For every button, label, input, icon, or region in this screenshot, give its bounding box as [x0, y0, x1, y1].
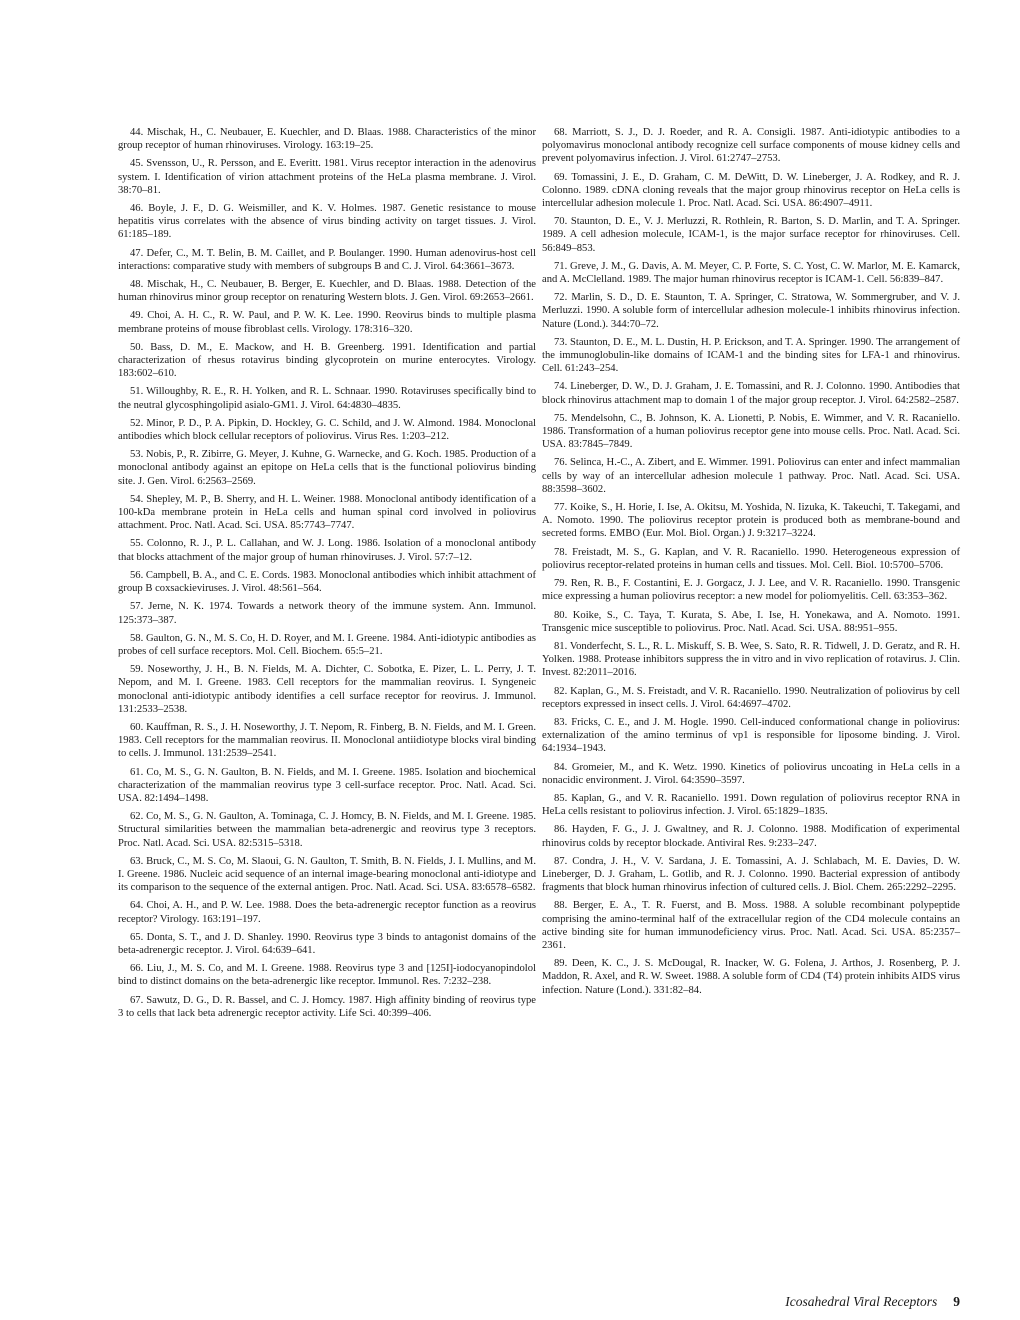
reference-entry: 53. Nobis, P., R. Zibirre, G. Meyer, J. Kuhne, G. Warnecke, and G. Koch. 1985. Production of a monoclonal antibody against an epitope on HeLa cells that is the functional poliovirus binding site. J. Gen. Virol. 6:2563–2569. — [118, 449, 536, 487]
reference-entry: 89. Deen, K. C., J. S. McDougal, R. Inacker, W. G. Folena, J. Arthos, J. Rosenberg, P. J. Maddon, R. Axel, and R. W. Sweet. 1988. A soluble form of CD4 (T4) protein inhibits AIDS virus infection. Nature (Lond.). 331:82–84. — [542, 958, 960, 996]
references-column-right — [542, 126, 960, 1002]
reference-entry: 44. Mischak, H., C. Neubauer, E. Kuechler, and D. Blaas. 1988. Characteristics of the minor group receptor of human rhinoviruses. Virology. 163:19–25. — [118, 127, 536, 152]
reference-entry: 60. Kauffman, R. S., J. H. Noseworthy, J. T. Nepom, R. Finberg, B. N. Fields, and M. I. Green. 1983. Cell receptors for the mammalian reovirus. II. Monoclonal antiidiotype blocks viral binding to cells. J. Immunol. 131:2539–2541. — [118, 721, 536, 760]
reference-entry: 76. Selinca, H.-C., A. Zibert, and E. Wimmer. 1991. Poliovirus can enter and infect mammalian cells by way of an intercellular adhesion molecule 1 pathway. Proc. Natl. Acad. Sci. USA. 88:3598–3602. — [542, 457, 960, 495]
reference-entry: 81. Vonderfecht, S. L., R. L. Miskuff, S. B. Wee, S. Sato, R. R. Tidwell, J. D. Geratz, and R. H. Yolken. 1988. Protease inhibitors suppress the in vitro and in vivo replication of rotavirus. J. Clin. Invest. 82:2011–2016. — [542, 640, 960, 679]
reference-entry: 70. Staunton, D. E., V. J. Merluzzi, R. Rothlein, R. Barton, S. D. Marlin, and T. A. Springer. 1989. A cell adhesion molecule, ICAM-1, is the major surface receptor for rhinoviruses. Cell. 56:849–853. — [542, 216, 960, 254]
reference-entry: 75. Mendelsohn, C., B. Johnson, K. A. Lionetti, P. Nobis, E. Wimmer, and V. R. Racaniello. 1986. Transformation of a human poliovirus receptor gene into mouse cells. Proc. Natl. Acad. Sci. USA. 83:7845–7849. — [542, 412, 960, 451]
reference-entry: 52. Minor, P. D., P. A. Pipkin, D. Hockley, G. C. Schild, and J. W. Almond. 1984. Monoclonal antibodies which block cellular receptors of poliovirus. Virus Res. 1:203–212. — [118, 417, 536, 443]
reference-entry: 64. Choi, A. H., and P. W. Lee. 1988. Does the beta-adrenergic receptor function as a reovirus receptor? Virology. 163:191–197. — [118, 900, 536, 925]
running-title: Icosahedral Viral Receptors — [785, 1294, 938, 1309]
reference-entry: 67. Sawutz, D. G., D. R. Bassel, and C. J. Homcy. 1987. High affinity binding of reovirus type 3 to cells that lack beta adrenergic receptor activity. Life Sci. 40:399–406. — [118, 994, 536, 1019]
reference-entry: 74. Lineberger, D. W., D. J. Graham, J. E. Tomassini, and R. J. Colonno. 1990. Antibodies that block rhinovirus attachment map to domain 1 of the major group receptor. J. Virol. 64:2582–2587. — [542, 381, 960, 406]
reference-entry: 86. Hayden, F. G., J. J. Gwaltney, and R. J. Colonno. 1988. Modification of experimental rhinovirus colds by receptor blockade. Antiviral Res. 9:233–247. — [542, 824, 960, 849]
reference-entry: 62. Co, M. S., G. N. Gaulton, A. Tominaga, C. J. Homcy, B. N. Fields, and M. I. Greene. 1985. Structural similarities between the mammalian beta-adrenergic and reovirus type 3 receptors. Proc. Natl. Acad. Sci. USA. 82:5315–5318. — [118, 811, 536, 849]
reference-entry: 58. Gaulton, G. N., M. S. Co, H. D. Royer, and M. I. Greene. 1984. Anti-idiotypic antibodies as probes of cell surface receptors. Mol. Cell. Biochem. 65:5–21. — [118, 632, 536, 657]
reference-entry: 55. Colonno, R. J., P. L. Callahan, and W. J. Long. 1986. Isolation of a monoclonal antibody that blocks attachment of the major group of human rhinoviruses. J. Virol. 57:7–12. — [118, 538, 536, 563]
reference-entry: 73. Staunton, D. E., M. L. Dustin, H. P. Erickson, and T. A. Springer. 1990. The arrangement of the immunoglobulin-like domains of ICAM-1 and the binding sites for LFA-1 and rhinovirus. Cell. 61:243–254. — [542, 336, 960, 375]
reference-entry: 56. Campbell, B. A., and C. E. Cords. 1983. Monoclonal antibodies which inhibit attachment of group B coxsackieviruses. J. Virol. 48:561–564. — [118, 569, 536, 595]
reference-entry: 63. Bruck, C., M. S. Co, M. Slaoui, G. N. Gaulton, T. Smith, B. N. Fields, J. I. Mullins, and M. I. Greene. 1986. Nucleic acid sequence of an internal image-bearing monoclonal anti-idiotype and its comparison to the sequence of the external antigen. Proc. Natl. Acad. Sci. USA. 83:6578–6582. — [118, 855, 536, 894]
reference-entry: 51. Willoughby, R. E., R. H. Yolken, and R. L. Schnaar. 1990. Rotaviruses specifically bind to the neutral glycosphingolipid asialo-GM1. J. Virol. 64:4830–4835. — [118, 386, 536, 411]
reference-entry: 54. Shepley, M. P., B. Sherry, and H. L. Weiner. 1988. Monoclonal antibody identification of a 100-kDa membrane protein in HeLa cells and human spinal cord involved in poliovirus attachment. Proc. Natl. Acad. Sci. USA. 85:7743–7747. — [118, 493, 536, 532]
reference-entry: 66. Liu, J., M. S. Co, and M. I. Greene. 1988. Reovirus type 3 and [125I]-iodocyanopindolol bind to distinct domains on the beta-adrenergic like receptor. Immunol. Res. 7:232–238. — [118, 963, 536, 988]
reference-entry: 84. Gromeier, M., and K. Wetz. 1990. Kinetics of poliovirus uncoating in HeLa cells in a nonacidic environment. J. Virol. 64:3590–3597. — [542, 761, 960, 786]
reference-entry: 68. Marriott, S. J., D. J. Roeder, and R. A. Consigli. 1987. Anti-idiotypic antibodies to a polyomavirus monoclonal antibody recognize cell surface components of mouse kidney cells and prevent polyomavirus infection. J. Virol. 61:2747–2753. — [542, 127, 960, 165]
reference-entry: 59. Noseworthy, J. H., B. N. Fields, M. A. Dichter, C. Sobotka, E. Pizer, L. L. Perry, J. T. Nepom, and M. I. Greene. 1983. Cell receptors for the mammalian reovirus. I. Syngeneic monoclonal anti-idiotypic antibody identifies a cell surface receptor for reovirus. J. Immunol. 131:2533–2538. — [118, 664, 536, 715]
reference-entry: 72. Marlin, S. D., D. E. Staunton, T. A. Springer, C. Stratowa, W. Sommergruber, and V. J. Merluzzi. 1990. A soluble form of intercellular adhesion molecule-1 inhibits rhinovirus infection. Nature (Lond.). 344:70–72. — [542, 292, 960, 330]
reference-entry: 47. Defer, C., M. T. Belin, B. M. Caillet, and P. Boulanger. 1990. Human adenovirus-host cell interactions: comparative study with members of subgroups B and C. J. Virol. 64:3661–3673. — [118, 247, 536, 272]
reference-entry: 50. Bass, D. M., E. Mackow, and H. B. Greenberg. 1991. Identification and partial characterization of rhesus rotavirus binding glycoprotein on murine enterocytes. Virology. 183:602–610. — [118, 341, 536, 380]
reference-entry: 49. Choi, A. H. C., R. W. Paul, and P. W. K. Lee. 1990. Reovirus binds to multiple plasma membrane proteins of mouse fibroblast cells. Virology. 178:316–320. — [118, 310, 536, 335]
references-column-left — [118, 126, 536, 1025]
reference-entry: 45. Svensson, U., R. Persson, and E. Everitt. 1981. Virus receptor interaction in the adenovirus system. I. Identification of virion attachment proteins of the HeLa plasma membrane. J. Virol. 38:70–81. — [118, 158, 536, 196]
page-footer — [785, 1294, 960, 1310]
reference-entry: 80. Koike, S., C. Taya, T. Kurata, S. Abe, I. Ise, H. Yonekawa, and A. Nomoto. 1991. Transgenic mice susceptible to poliovirus. Proc. Natl. Acad. Sci. USA. 88:951–955. — [542, 609, 960, 634]
reference-entry: 87. Condra, J. H., V. V. Sardana, J. E. Tomassini, A. J. Schlabach, M. E. Davies, D. W. Lineberger, D. J. Graham, L. Gotlib, and R. J. Colonno. 1990. Bacterial expression of antibody fragments that block human rhinovirus infection of cultured cells. J. Biol. Chem. 265:2292–2295. — [542, 855, 960, 894]
reference-entry: 69. Tomassini, J. E., D. Graham, C. M. DeWitt, D. W. Lineberger, J. A. Rodkey, and R. J. Colonno. 1989. cDNA cloning reveals that the major group rhinovirus receptor on HeLa cells is intercellular adhesion molecule 1. Proc. Natl. Acad. Sci. USA. 86:4907–4911. — [542, 171, 960, 210]
reference-entry: 88. Berger, E. A., T. R. Fuerst, and B. Moss. 1988. A soluble recombinant polypeptide comprising the amino-terminal half of the extracellular region of the CD4 molecule contains an active binding site for human immunodeficiency virus. Proc. Natl. Acad. Sci. USA. 85:2357–2361. — [542, 900, 960, 951]
reference-entry: 79. Ren, R. B., F. Costantini, E. J. Gorgacz, J. J. Lee, and V. R. Racaniello. 1990. Transgenic mice expressing a human poliovirus receptor: a new model for poliomyelitis. Cell. 63:353–362. — [542, 578, 960, 603]
reference-entry: 82. Kaplan, G., M. S. Freistadt, and V. R. Racaniello. 1990. Neutralization of poliovirus by cell receptors expressed in insect cells. J. Virol. 64:4697–4702. — [542, 685, 960, 710]
reference-entry: 83. Fricks, C. E., and J. M. Hogle. 1990. Cell-induced conformational change in poliovirus: externalization of the amino terminus of vp1 is responsible for liposome binding. J. Virol. 64:1934–1943. — [542, 716, 960, 755]
reference-entry: 77. Koike, S., H. Horie, I. Ise, A. Okitsu, M. Yoshida, N. Iizuka, K. Takeuchi, T. Takegami, and A. Nomoto. 1990. The poliovirus receptor protein is produced both as membrane-bound and secreted forms. EMBO (Eur. Mol. Biol. Organ.) J. 9:3217–3224. — [542, 502, 960, 540]
reference-entry: 71. Greve, J. M., G. Davis, A. M. Meyer, C. P. Forte, S. C. Yost, C. W. Marlor, M. E. Kamarck, and A. McClelland. 1989. The major human rhinovirus receptor is ICAM-1. Cell. 56:839–847. — [542, 260, 960, 286]
reference-entry: 46. Boyle, J. F., D. G. Weismiller, and K. V. Holmes. 1987. Genetic resistance to mouse hepatitis virus correlates with the absence of virus binding activity on target tissues. J. Virol. 61:185–189. — [118, 203, 536, 241]
page-number: 9 — [953, 1294, 960, 1309]
reference-entry: 65. Donta, S. T., and J. D. Shanley. 1990. Reovirus type 3 binds to antagonist domains of the beta-adrenergic receptor. J. Virol. 64:639–641. — [118, 931, 536, 956]
reference-entry: 57. Jerne, N. K. 1974. Towards a network theory of the immune system. Ann. Immunol. 125:373–387. — [118, 601, 536, 626]
reference-entry: 78. Freistadt, M. S., G. Kaplan, and V. R. Racaniello. 1990. Heterogeneous expression of poliovirus receptor-related proteins in human cells and tissues. Mol. Cell. Biol. 10:5700–5706. — [542, 546, 960, 571]
reference-entry: 61. Co, M. S., G. N. Gaulton, B. N. Fields, and M. I. Greene. 1985. Isolation and biochemical characterization of the mammalian reovirus type 3 cell-surface receptor. Proc. Natl. Acad. Sci. USA. 82:1494–1498. — [118, 766, 536, 804]
reference-entry: 85. Kaplan, G., and V. R. Racaniello. 1991. Down regulation of poliovirus receptor RNA in HeLa cells resistant to poliovirus infection. J. Virol. 65:1829–1835. — [542, 792, 960, 818]
reference-entry: 48. Mischak, H., C. Neubauer, B. Berger, E. Kuechler, and D. Blaas. 1988. Detection of the human rhinovirus minor group receptor on renaturing Western blots. J. Gen. Virol. 69:2653–2661. — [118, 279, 536, 304]
